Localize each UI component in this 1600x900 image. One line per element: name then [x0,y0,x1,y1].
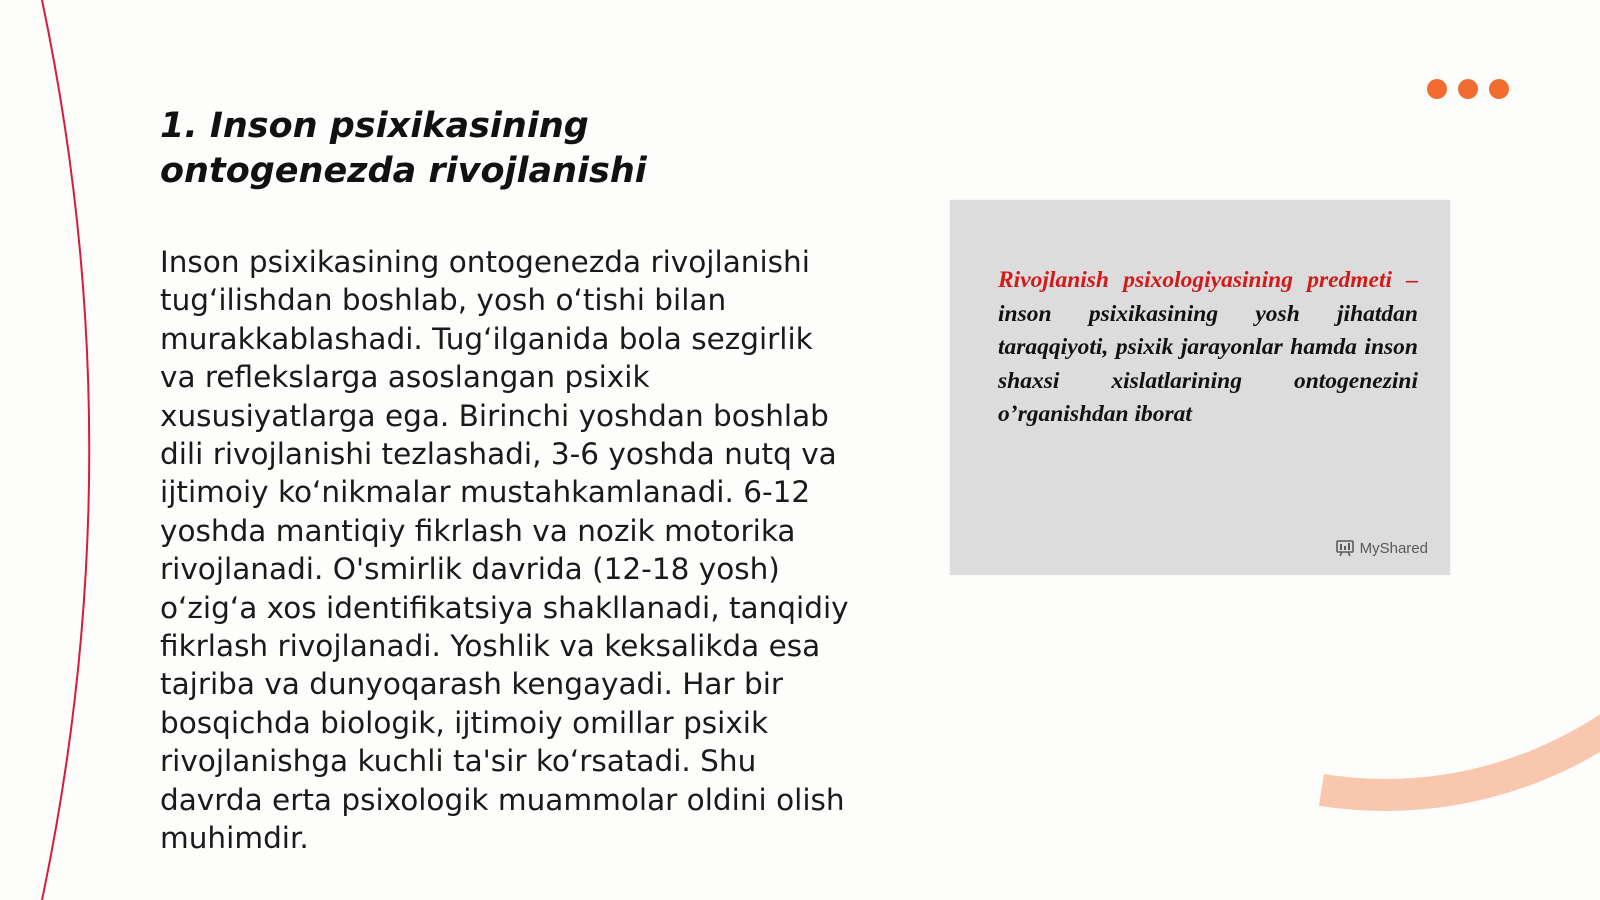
dot [1427,79,1447,99]
watermark-label: MyShared [1359,539,1428,557]
watermark [1335,539,1428,557]
dot [1489,79,1509,99]
slide-body-text: Inson psixikasining ontogenezda rivojlanishi tug‘ilishdan boshlab, yosh o‘tishi bilan murakkablashadi. Tug‘ilganida bola sezgirlik va reflekslarga asoslangan psixik xususiyatlarga ega. Birinchi yoshdan boshlab dili rivojlanishi tezlashadi, 3-6 yoshda nutq va ijtimoiy ko‘nikmalar mustahkamlanadi. 6-12 yoshda mantiqiy fikrlash va nozik motorika rivojlanadi. O'smirlik davrida (12-18 yosh) o‘zig‘a xos identifikatsiya shakllanadi, tanqidiy fikrlash rivojlanadi. Yoshlik va keksalikda esa tajriba va dunyoqarash kengayadi. Har bir bosqichda biologik, ijtimoiy omillar psixik rivojlanishga kuchli ta'sir ko‘rsatadi. Shu davrda erta psixologik muammolar oldini olish muhimdir. [160,245,849,856]
slide-title: 1. Inson psixikasining ontogenezda rivojlanishi [160,106,647,191]
more-dots-icon [1427,79,1509,99]
definition-text [998,264,1418,432]
definition-highlight: Rivojlanish psixologiyasining predmeti – [998,267,1418,293]
definition-image [950,200,1450,575]
dot [1458,79,1478,99]
myshared-logo-icon [1335,539,1355,557]
left-curve-line [42,0,89,900]
definition-body: inson psixikasining yosh jihatdan taraqqiyoti, psixik jarayonlar hamda inson shaxsi xislatlarining ontogenezini o’rganishdan iborat [998,300,1418,427]
